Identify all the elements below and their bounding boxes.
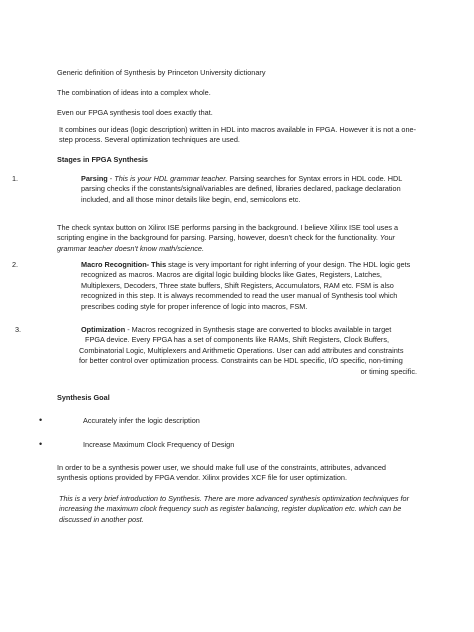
- goal-heading: Synthesis Goal: [57, 393, 110, 402]
- definition-line: Generic definition of Synthesis by Princeton University dictionary: [57, 68, 266, 77]
- stage-number: 2.: [12, 260, 19, 269]
- stage-title: Macro Recognition- This: [81, 260, 167, 269]
- bullet-marker: •: [39, 415, 43, 425]
- combination-line: The combination of ideas into a complex whole.: [57, 88, 211, 97]
- check-syntax-paragraph: The check syntax button on Xilinx ISE performs parsing in the background. I believe Xilinx ISE tool uses a scripting engine in the background for parsing. Parsing, however, doesn't check for the functionality. Your grammar teacher doesn't know math/science.: [57, 223, 399, 253]
- brief-paragraph: This is a very brief introduction to Synthesis. There are more advanced synthesis optimization techniques for increasing the maximum clock frequency such as register balancing, register duplication etc. which can be discussed in another post.: [59, 494, 410, 524]
- stages-heading: Stages in FPGA Synthesis: [57, 155, 148, 164]
- combines-paragraph: It combines our ideas (logic description) written in HDL into macros available in FPGA. However it is not a one-step process. Several optimization techniques are used.: [59, 125, 417, 145]
- goal-item: Accurately infer the logic description: [83, 416, 200, 425]
- stage-parsing: [12, 174, 417, 205]
- macro-paragraph: Macro Recognition- This stage is very important for right inferring of your design. The HDL logic gets recognized as macros. Macros are digital logic building blocks like Gates, Registers, Latches, Multiplexers, Decoders, Three state buffers, Shift Registers, Accumulators, RAM etc. FSM is also recognized in this step. It is always recommended to read the user manual of Synthesis tool which prescribes coding style for proper inference of logic into macros, FSM.: [81, 260, 411, 311]
- stage-number: 1.: [12, 174, 19, 183]
- stage-macro-recognition: [12, 260, 417, 312]
- stage-optimization: 3. Optimization - Macros recognized in Synthesis stage are converted to blocks available in target FPGA device. Every FPGA has a set of components like RAMs, Shift Registers, Clock Buffers, Combinatorial Logic, Multiplexers and Arithmetic Operations. User can add attributes and constraints for better control over optimization process. Constraints can be HDL specific, I/O specific, non-timing or timing specific.: [15, 325, 417, 376]
- power-user-paragraph: In order to be a synthesis power user, we should make full use of the constraints, attributes, advanced synthesis options provided by FPGA vendor. Xilinx provides XCF file for user optimization.: [57, 463, 386, 483]
- stage-number: 3.: [15, 325, 22, 334]
- even-line: Even our FPGA synthesis tool does exactly that.: [57, 108, 213, 117]
- goal-item: Increase Maximum Clock Frequency of Design: [83, 440, 235, 449]
- stage-title: Optimization: [81, 325, 126, 334]
- stage-title: Parsing: [81, 174, 108, 183]
- parsing-paragraph: Parsing - This is your HDL grammar teacher. Parsing searches for Syntax errors in HDL code. HDL parsing checks if the constants/signal/variables are defined, libraries declared, package declaration included, and all those minor details like begin, end, semicolons etc.: [81, 174, 403, 204]
- bullet-marker: •: [39, 439, 43, 449]
